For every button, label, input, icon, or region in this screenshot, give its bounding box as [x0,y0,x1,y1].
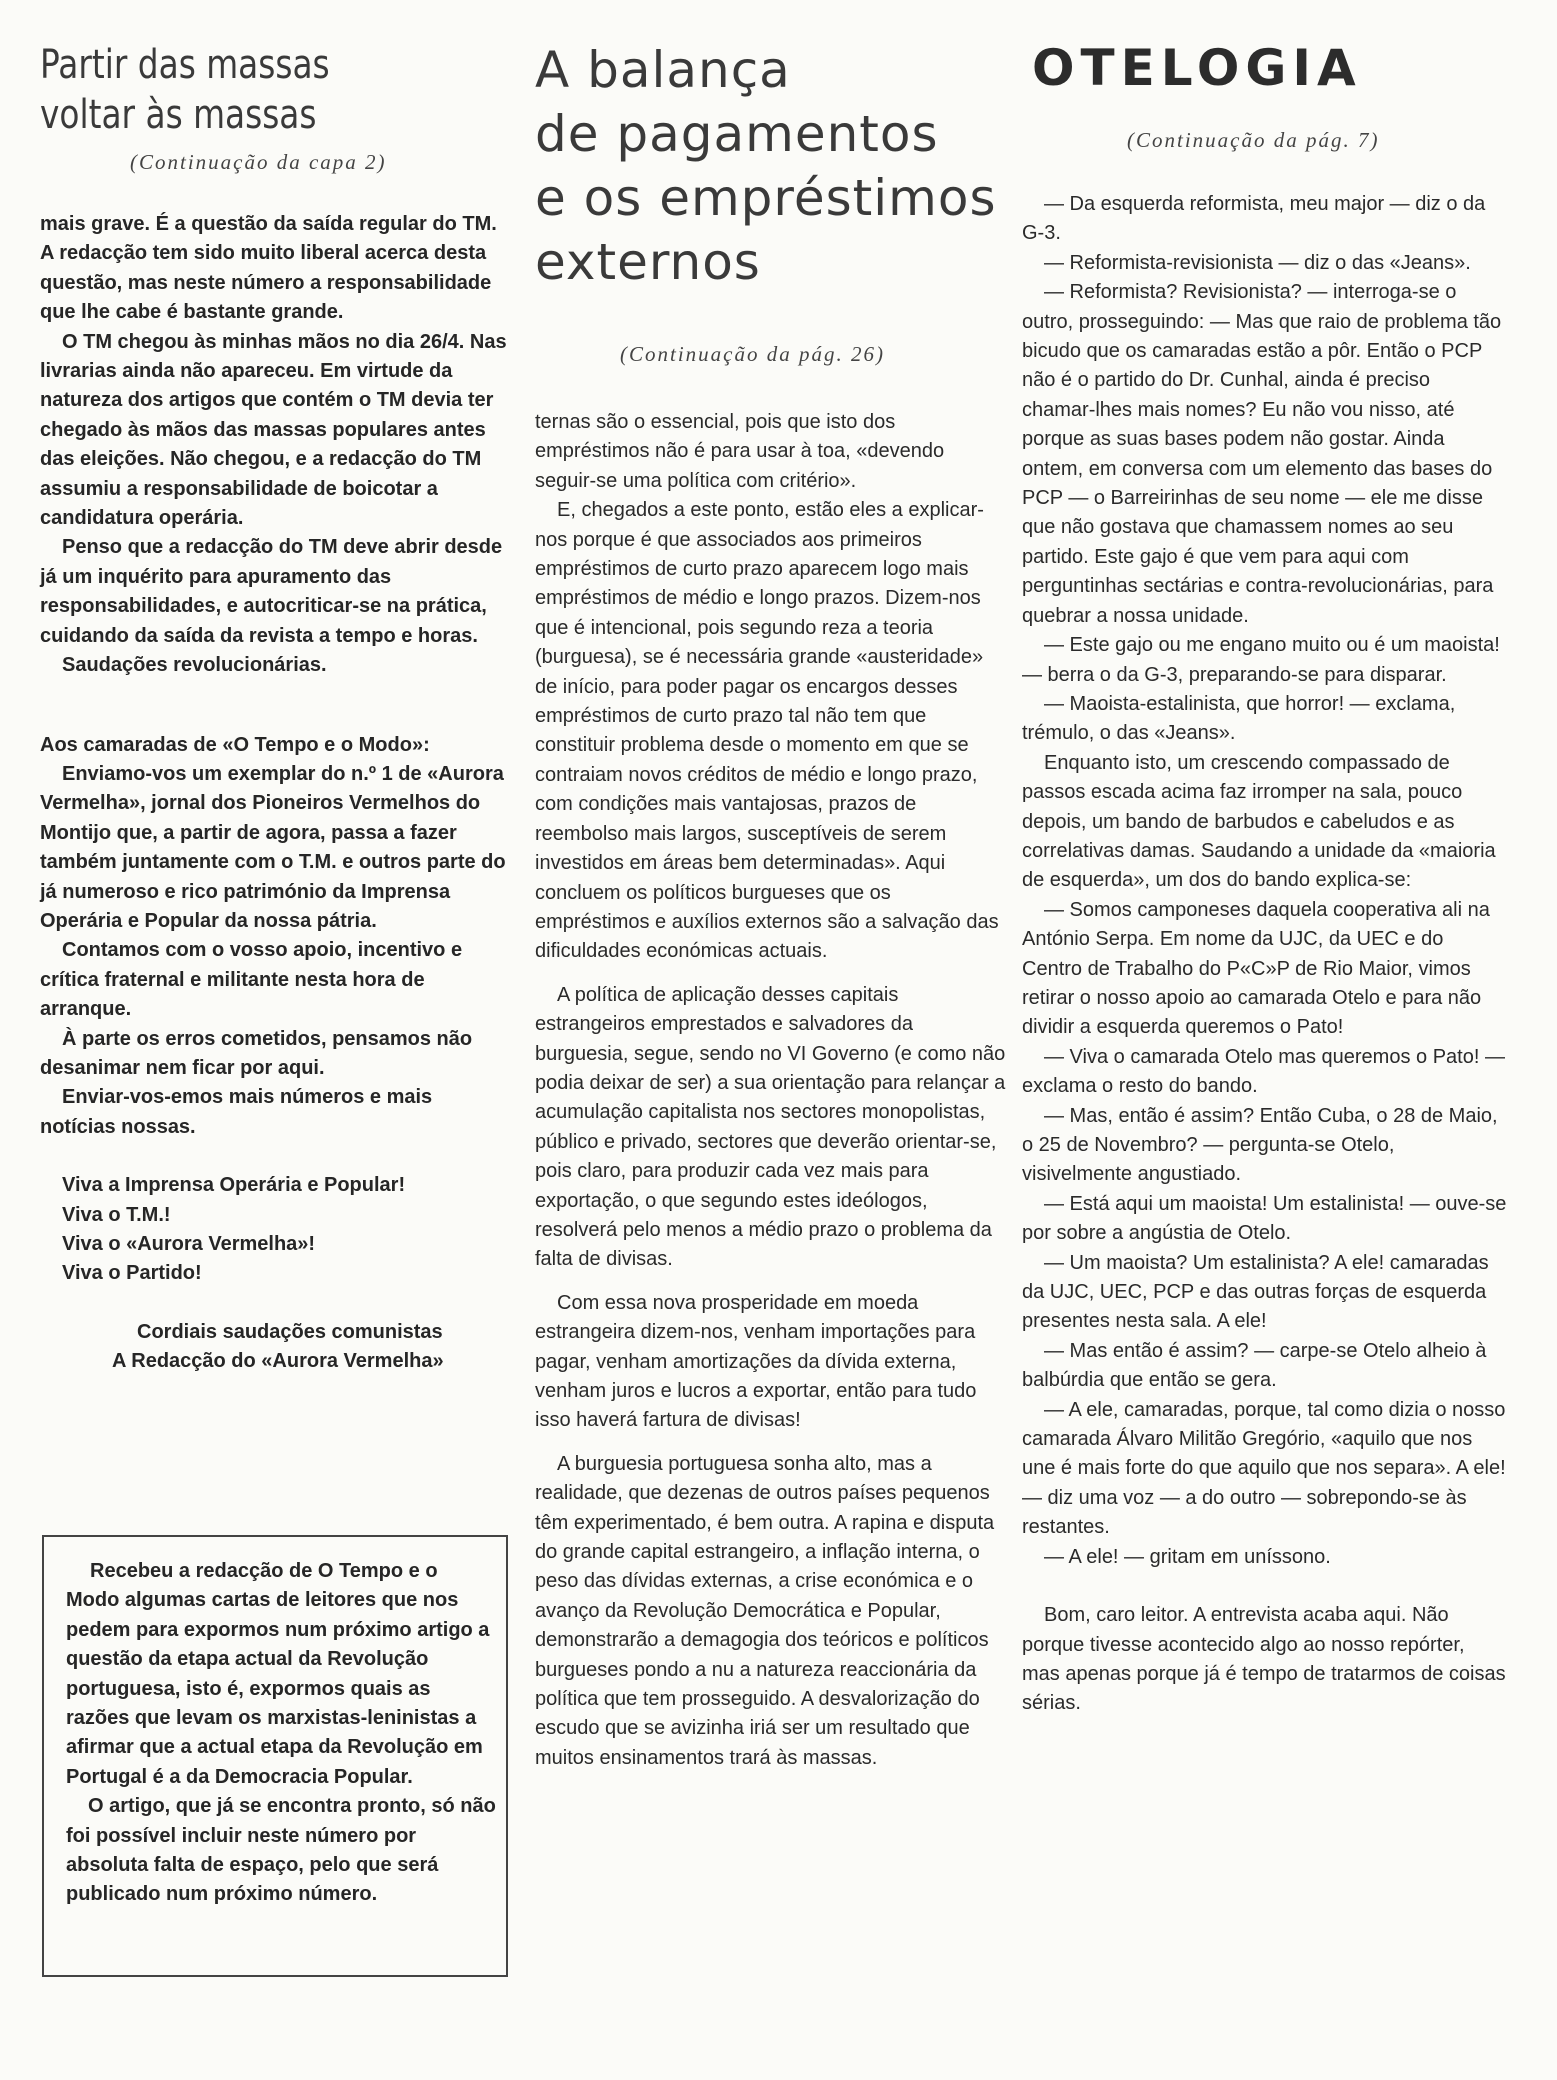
title-line-1: Partir das massas [40,42,330,88]
letter-heading: Aos camaradas de «O Tempo e o Modo»: [40,733,430,756]
slogan: Viva o T.M.! [62,1203,171,1226]
paragraph: — A ele! — gritam em uníssono. [1044,1545,1331,1568]
paragraph: — Viva o camarada Otelo mas queremos o Pato! — exclama o resto do bando. [1022,1045,1505,1098]
closing-paragraph: Bom, caro leitor. A entrevista acaba aqui. Não porque tivesse acontecido algo ao nosso repórter, mas apenas porque já é tempo de tratarmos de coisas sérias. [1022,1604,1506,1715]
continuation-note: (Continuação da pág. 7) [1127,128,1380,152]
paragraph: A burguesia portuguesa sonha alto, mas a realidade, que dezenas de outros países pequenos têm experimentado, é bem outra. A rapina e disputa do grande capital estrangeiro, a inflação interna, o peso das dívidas externas, a crise económica e o avanço da Revolução Democrática e Popular, demonstrarão a demagogia dos teóricos e políticos burgueses pondo a nu a natureza reaccionária da política que tem prosseguido. A desvalorização do escudo que se avizinha iriá ser um resultado que muitos ensinamentos trará às massas. [535,1452,995,1769]
paragraph: — Mas, então é assim? Então Cuba, o 28 de Maio, o 25 de Novembro? — pergunta-se Otelo, visivelmente angustiado. [1022,1104,1498,1186]
paragraph: Enviar-vos-emos mais números e mais notícias nossas. [40,1086,433,1138]
paragraph: ternas são o essencial, pois que isto dos empréstimos não é para usar à toa, «devendo seguir-se uma política com critério». [535,411,945,492]
article-body-partir [40,210,510,1377]
paragraph: — Um maoista? Um estalinista? A ele! camaradas da UJC, UEC, PCP e das outras forças de esquerda presentes nesta sala. A ele! [1022,1251,1489,1333]
article-title-balanca [535,38,997,294]
paragraph: Penso que a redacção do TM deve abrir desde já um inquérito para apuramento das responsabilidades, e autocriticar-se na prática, cuidando da saída da revista a tempo e horas. [40,536,503,647]
paragraph: Saudações revolucionárias. [62,654,327,677]
signature-greeting: Cordiais saudações comunistas [137,1320,443,1343]
title-line: de pagamentos [535,105,939,163]
paragraph: — Mas então é assim? — carpe-se Otelo alheio à balbúrdia que então se gera. [1022,1339,1487,1392]
title-line: A balança [535,41,791,99]
paragraph: O TM chegou às minhas mãos no dia 26/4. Nas livrarias ainda não apareceu. Em virtude da natureza dos artigos que contém o TM devia ter chegado às mãos das massas populares antes das eleições. Não chegou, e a redacção do TM assumiu a responsabilidade de boicotar a candidatura operária. [40,330,507,530]
paragraph: E, chegados a este ponto, estão eles a explicar-nos porque é que associados aos primeiros empréstimos de curto prazo aparecem logo mais empréstimos de médio e longo prazos. Dizem-nos que é intencional, pois segundo reza a teoria (burguesa), se é necessária grande «austeridade» de início, para poder pagar os encargos desses empréstimos de curto prazo tal não tem que constituir problema desde o momento em que se contraiam novos créditos de médio e longo prazo, com condições mais vantajosas, prazos de reembolso mais largos, susceptíveis de serem investidos em áreas bem determinadas». Aqui concluem os políticos burgueses que os empréstimos e auxílios externos são a salvação das dificuldades económicas actuais. [535,499,999,963]
title-line: e os empréstimos [535,169,997,227]
slogan: Viva o «Aurora Vermelha»! [62,1233,316,1255]
paragraph: — Reformista-revisionista — diz o das «Jeans». [1044,251,1471,274]
paragraph: — Reformista? Revisionista? — interroga-se o outro, prosseguindo: — Mas que raio de problema tão bicudo que os camaradas estão a pôr. Então o PCP não é o partido do Dr. Cunhal, ainda é preciso chamar-lhes mais nomes? Eu não vou nisso, até porque as suas bases podem não gostar. Ainda ontem, em conversa com um elemento das bases do PCP — o Barreirinhas de seu nome — ele me disse que não gostava que chamassem nomes ao seu partido. Este gajo é que vem para aqui com perguntinhas sectárias e contra-revolucionárias, para quebrar a nossa unidade. [1022,281,1502,627]
title-line-2: voltar às massas [40,92,317,138]
article-body-balanca [535,408,1010,1773]
article-title-partir [40,40,330,140]
paragraph: Enquanto isto, um crescendo compassado de passos escada acima faz irromper na sala, pouco depois, um bando de barbudos e cabeludos e as correlativas damas. Saudando a unidade da «maioria de esquerda», um dos do bando explica-se: [1022,751,1496,892]
slogan: Viva a Imprensa Operária e Popular! [62,1174,406,1197]
continuation-note: (Continuação da pág. 26) [620,342,885,366]
paragraph: Enviamo-vos um exemplar do n.º 1 de «Aurora Vermelha», jornal dos Pioneiros Vermelhos do Montijo que, a partir de agora, passa a fazer também juntamente com o T.M. e outros parte do já numeroso e rico património da Imprensa Operária e Popular da nossa pátria. [40,762,506,932]
paragraph: — Está aqui um maoista! Um estalinista! — ouve-se por sobre a angústia de Otelo. [1022,1192,1507,1245]
paragraph: À parte os erros cometidos, pensamos não desanimar nem ficar por aqui. [40,1027,473,1079]
slogan: Viva o Partido! [62,1262,202,1285]
title-line: externos [535,233,761,291]
paragraph: — Somos camponeses daquela cooperativa ali na António Serpa. Em nome da UJC, da UEC e do Centro de Trabalho do P«C»P de Rio Maior, vimos retirar o nosso apoio ao camarada Otelo e para não dividir a esquerda queremos o Pato! [1022,898,1490,1039]
notice-paragraph: Recebeu a redacção de O Tempo e o Modo algumas cartas de leitores que nos pedem para expormos num próximo artigo a questão da etapa actual da Revolução portuguesa, isto é, expormos quais as razões que levam os marxistas-leninistas a afirmar que a actual etapa da Revolução em Portugal é a da Democracia Popular. [66,1560,490,1788]
paragraph: mais grave. É a questão da saída regular do TM. A redacção tem sido muito liberal acerca desta questão, mas neste número a responsabilidade que lhe cabe é bastante grande. [40,213,497,324]
paragraph: — Este gajo ou me engano muito ou é um maoista! — berra o da G-3, preparando-se para disparar. [1022,634,1500,686]
paragraph: Com essa nova prosperidade em moeda estrangeira dizem-nos, venham importações para pagar, venham amortizações da dívida externa, venham juros e lucros a exportar, então para tudo isso haverá fartura de divisas! [535,1291,977,1432]
article-body-otelogia [1022,190,1507,1719]
editorial-notice-box [42,1535,508,1977]
paragraph: — Maoista-estalinista, que horror! — exclama, trémulo, o das «Jeans». [1022,692,1456,745]
paragraph: A política de aplicação desses capitais estrangeiros emprestados e salvadores da burguesia, segue, sendo no VI Governo (e como não podia deixar de ser) a sua orientação para relançar a acumulação capitalista nos sectores monopolistas, público e privado, sectores que deverão orientar-se, pois claro, para produzir cada vez mais para exportação, o que segundo estes ideólogos, resolverá pelo menos a médio prazo o problema da falta de divisas. [535,983,1006,1271]
signature-name: A Redacção do «Aurora Vermelha» [112,1350,444,1373]
notice-paragraph: O artigo, que já se encontra pronto, só não foi possível incluir neste número por absoluta falta de espaço, pelo que será publicado num próximo número. [66,1795,496,1906]
paragraph: — Da esquerda reformista, meu major — diz o da G-3. [1022,193,1486,245]
paragraph: Contamos com o vosso apoio, incentivo e crítica fraternal e militante nesta hora de arranque. [40,939,463,1021]
article-title-otelogia: OTELOGIA [1032,39,1362,97]
paragraph: — A ele, camaradas, porque, tal como dizia o nosso camarada Álvaro Militão Gregório, «aquilo que nos une é mais forte do que aquilo que nos separa». A ele! — diz uma voz — a do outro — sobrepondo-se às restantes. [1022,1398,1506,1539]
continuation-note: (Continuação da capa 2) [130,150,387,174]
